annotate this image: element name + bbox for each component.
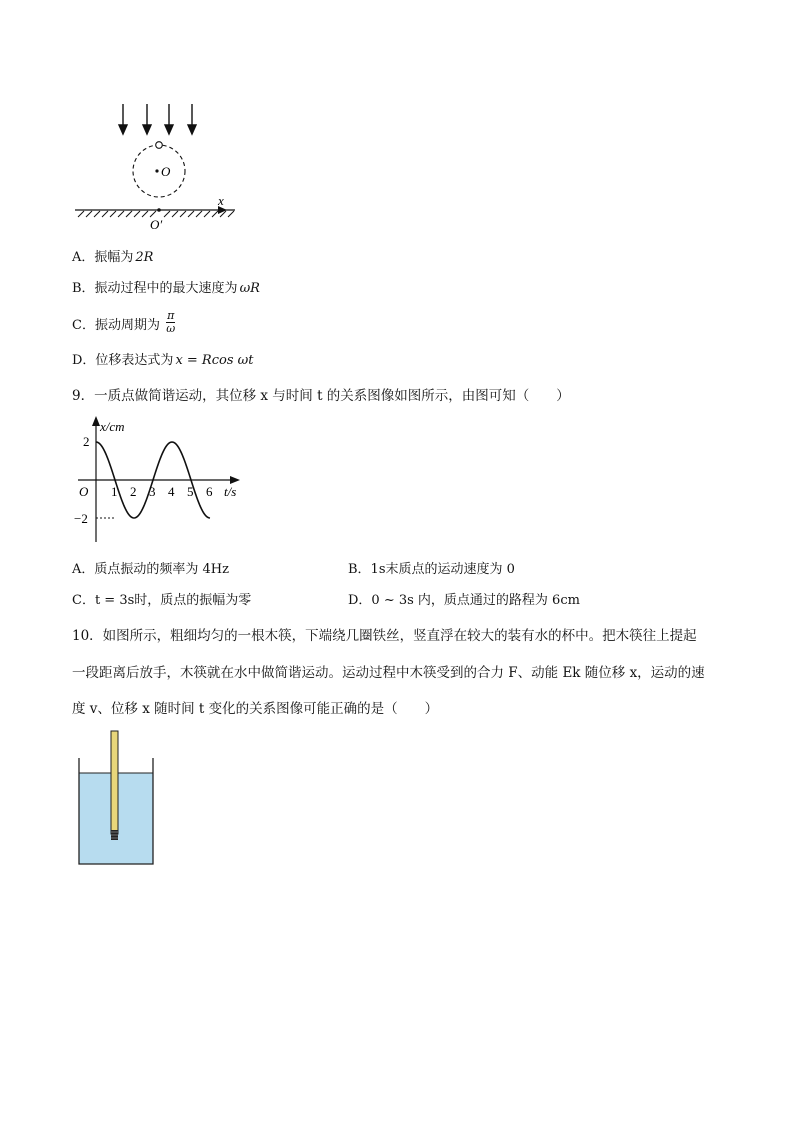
y-tick-label: 2 xyxy=(83,434,90,449)
dashed-circle xyxy=(133,145,185,197)
q10-stem-line1: 10．如图所示，粗细均匀的一根木筷，下端绕几圈铁丝，竖直浮在较大的装有水的杯中。把木筷往上提起 xyxy=(72,628,697,644)
x-tick-label: 3 xyxy=(149,484,156,499)
x-tick-label: 5 xyxy=(187,484,194,499)
q10-stem-line3: 度 v、位移 x 随时间 t 变化的关系图像可能正确的是（ ） xyxy=(72,701,439,717)
fraction: $\frac{\pi}{\omega}$ xyxy=(166,309,176,335)
q8-option-d[interactable]: D．位移表达式为 x = Rcos ωt xyxy=(72,353,254,368)
q10-cup-diagram xyxy=(72,728,160,870)
q8-option-a[interactable]: A．振幅为 2R xyxy=(72,250,154,265)
q10-stem-line2: 一段距离后放手，木筷就在水中做简谐运动。运动过程中木筷受到的合力 F、动能 Ek 随位移 x，运动的速 xyxy=(72,665,705,681)
down-arrow-icon xyxy=(119,104,196,134)
q9-option-b[interactable]: B．1s末质点的运动速度为 0 xyxy=(348,562,515,577)
origin-label: O xyxy=(79,484,89,499)
x-axis-label: t/s xyxy=(224,484,237,499)
q8-option-b[interactable]: B．振动过程中的最大速度为 ωR xyxy=(72,281,260,296)
q9-option-d[interactable]: D．0 ~ 3s 内，质点通过的路程为 6cm xyxy=(348,593,580,608)
q9-displacement-time-graph xyxy=(70,414,250,550)
q8-option-c[interactable]: C．振动周期为 $\frac{\pi}{\omega}$ xyxy=(72,309,176,335)
x-axis-arrow-icon xyxy=(230,476,240,484)
label-origin: O′ xyxy=(150,217,163,232)
chopstick xyxy=(111,731,118,834)
y-tick-label: −2 xyxy=(74,511,88,526)
particle-dot xyxy=(156,142,163,149)
y-axis-label: x/cm xyxy=(100,419,125,434)
q9-option-a[interactable]: A．质点振动的频率为 4Hz xyxy=(72,562,229,577)
x-tick-label: 2 xyxy=(130,484,137,499)
y-axis-arrow-icon xyxy=(92,416,100,426)
q9-stem: 9．一质点做简谐运动，其位移 x 与时间 t 的关系图像如图所示，由图可知（ ） xyxy=(72,388,570,404)
label-center: O xyxy=(161,164,171,179)
q9-option-c[interactable]: C．t = 3s时，质点的振幅为零 xyxy=(72,593,252,608)
x-tick-label: 1 xyxy=(111,484,118,499)
q8-circle-diagram xyxy=(70,98,250,238)
label-axis: x xyxy=(218,193,224,208)
x-tick-label: 6 xyxy=(206,484,213,499)
x-tick-label: 4 xyxy=(168,484,175,499)
center-dot xyxy=(155,169,158,172)
